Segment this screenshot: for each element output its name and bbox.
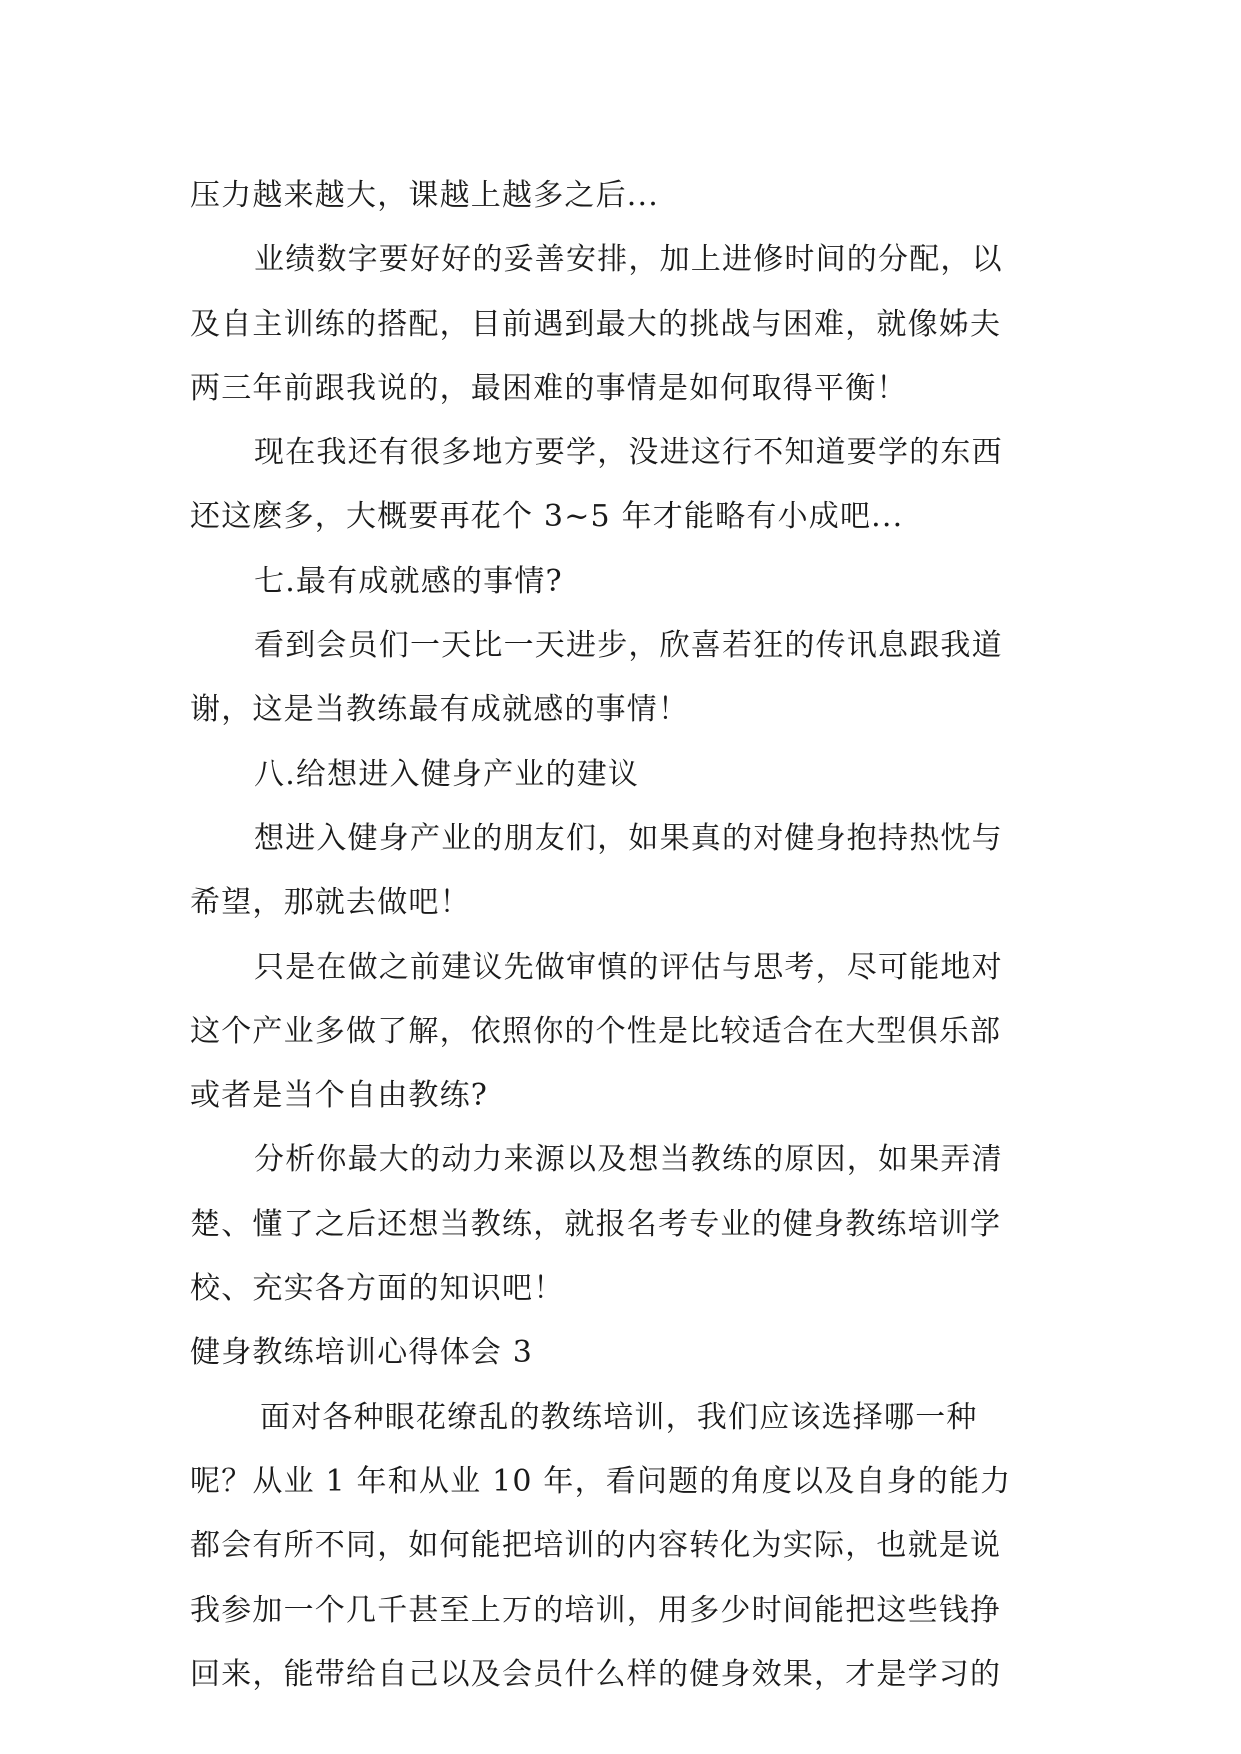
paragraph-start: 现在我还有很多地方要学，没进这行不知道要学的东西 [254,435,1003,471]
paragraph-start: 面对各种眼花缭乱的教练培训，我们应该选择哪一种 [260,1399,978,1435]
text-line: 呢？从业 1 年和从业 10 年，看问题的角度以及自身的能力 [190,1463,1012,1499]
text-line: 校、充实各方面的知识吧！ [190,1271,565,1307]
section-heading-8: 八.给想进入健身产业的建议 [254,756,640,792]
document-body [190,164,1058,1707]
paragraph-start: 业绩数字要好好的妥善安排，加上进修时间的分配，以 [254,242,1003,278]
paragraph-start: 看到会员们一天比一天进步，欣喜若狂的传讯息跟我道 [254,628,1003,664]
text-line: 我参加一个几千甚至上万的培训，用多少时间能把这些钱挣 [190,1592,1002,1628]
text-line: 还这麽多，大概要再花个 3~5 年才能略有小成吧... [190,499,904,535]
text-line: 或者是当个自由教练? [190,1078,489,1114]
text-line: 楚、懂了之后还想当教练，就报名考专业的健身教练培训学 [190,1206,1002,1242]
text-line: 压力越来越大，课越上越多之后... [190,178,660,213]
paragraph-start: 分析你最大的动力来源以及想当教练的原因，如果弄清 [254,1142,1003,1178]
text-line: 这个产业多做了解，依照你的个性是比较适合在大型俱乐部 [190,1013,1002,1049]
text-line: 希望，那就去做吧！ [190,885,471,921]
text-line: 谢，这是当教练最有成就感的事情！ [190,692,690,728]
text-line: 及自主训练的搭配，目前遇到最大的挑战与困难，就像姊夫 [190,306,1002,342]
text-line: 都会有所不同，如何能把培训的内容转化为实际，也就是说 [190,1528,1002,1564]
paragraph-start: 只是在做之前建议先做审慎的评估与思考，尽可能地对 [254,949,1003,985]
paragraph-start: 想进入健身产业的朋友们，如果真的对健身抱持热忱与 [254,820,1003,856]
text-line: 两三年前跟我说的，最困难的事情是如何取得平衡！ [190,370,908,406]
text-line: 回来，能带给自己以及会员什么样的健身效果，才是学习的 [190,1656,1002,1692]
section-heading-7: 七.最有成就感的事情? [254,563,563,599]
article-heading: 健身教练培训心得体会 3 [190,1335,534,1371]
